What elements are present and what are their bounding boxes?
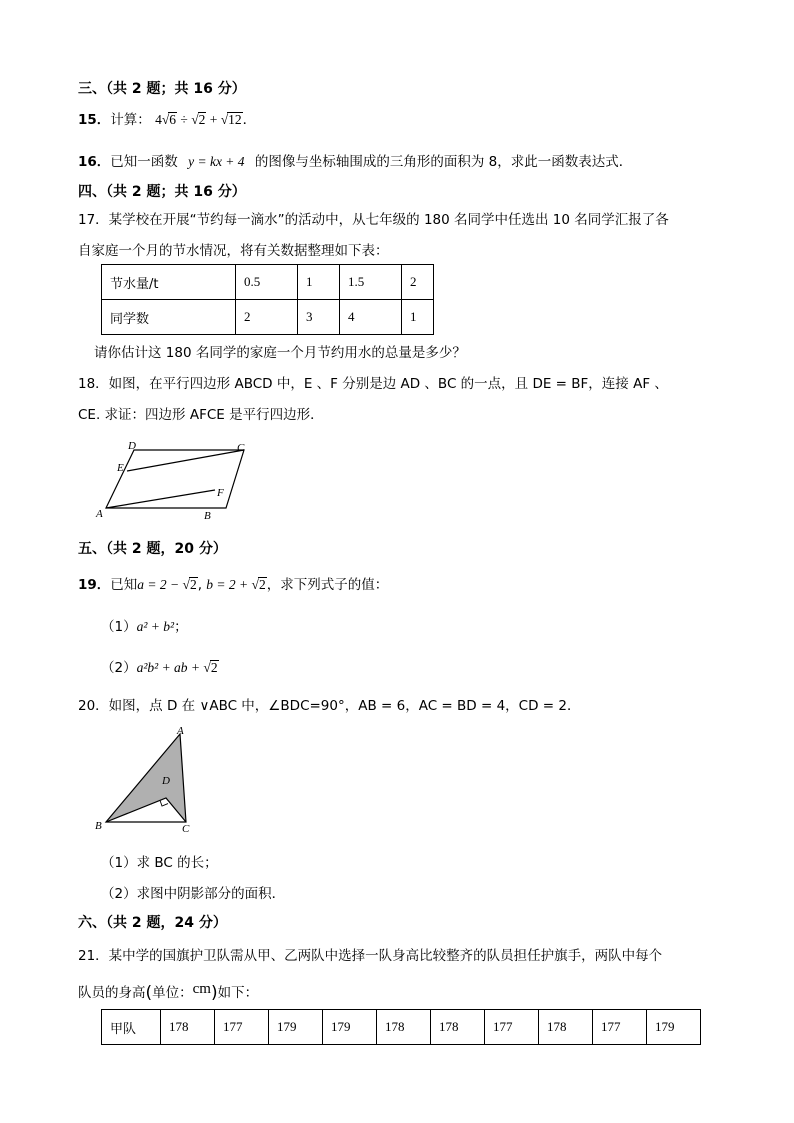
sqrt-sign: √: [182, 577, 190, 592]
function-expression: y = kx + 4: [188, 154, 245, 169]
question-19-number: 19．: [78, 577, 111, 593]
part-1-expression: a² + b²: [136, 619, 175, 634]
unit-cm: cm: [192, 981, 211, 997]
question-18-line-2: CE. 求证：四边形 AFCE 是平行四边形．: [78, 407, 324, 423]
section-6-heading: 六、（共 2 题，24 分）: [78, 915, 227, 931]
question-20-part-2: （2）求图中阴影部分的面积．: [101, 886, 286, 902]
part-label: （1）: [101, 619, 137, 635]
plus-operator: +: [206, 112, 221, 127]
question-19-text-a: 已知: [110, 577, 138, 593]
table-cell: 3: [298, 300, 340, 335]
question-15: [78, 108, 256, 128]
height-cell: 178: [431, 1010, 485, 1045]
label-d: D: [128, 440, 136, 452]
question-20-part-1: （1）求 BC 的长；: [101, 855, 218, 871]
sqrt-sign: √: [191, 112, 199, 127]
label-a: A: [96, 508, 103, 520]
question-21-line-2: [78, 981, 258, 1003]
table-row: [102, 300, 434, 335]
height-cell: 179: [269, 1010, 323, 1045]
label-a: A: [177, 725, 184, 737]
label-c: C: [182, 823, 190, 834]
table-cell: 0.5: [236, 265, 298, 300]
height-cell: 177: [593, 1010, 647, 1045]
paren-open: (: [145, 983, 153, 1003]
question-15-number: 15．: [78, 112, 111, 128]
b-radicand: 2: [258, 577, 266, 592]
table-cell: 2: [236, 300, 298, 335]
label-b: B: [204, 510, 211, 522]
label-f: F: [217, 487, 224, 499]
section-4-heading: 四、（共 2 题；共 16 分）: [78, 184, 246, 200]
table-row: [102, 1010, 701, 1045]
part-2-radicand: 2: [210, 660, 218, 675]
parallelogram-abcd: [106, 450, 244, 508]
height-cell: 178: [539, 1010, 593, 1045]
question-16: [78, 150, 632, 170]
divide-operator: ÷: [177, 112, 192, 127]
table-cell: 4: [340, 300, 402, 335]
height-cell: 178: [377, 1010, 431, 1045]
question-21-text-b: 如下：: [217, 985, 259, 1001]
water-saving-table: [101, 264, 434, 335]
question-16-text: 已知一函数: [110, 154, 178, 170]
question-19-text-b: ，求下列式子的值：: [266, 577, 389, 593]
label-b: B: [95, 820, 102, 832]
question-17-line-1: 17．某学校在开展“节约每一滴水”的活动中，从七年级的 180 名同学中任选出 10 名同学汇报了各: [78, 212, 669, 228]
team-label: 甲队: [102, 1010, 161, 1045]
label-e: E: [117, 462, 124, 474]
sqrt-sign: √: [220, 112, 229, 127]
table-cell: 1.5: [340, 265, 402, 300]
right-angle-mark: [160, 800, 168, 806]
a-radicand: 2: [189, 577, 197, 592]
height-cell: 177: [215, 1010, 269, 1045]
question-18-line-1: 18．如图，在平行四边形 ABCD 中，E 、F 分别是边 AD 、BC 的一点，且 DE = BF，连接 AF 、: [78, 376, 668, 392]
sqrt-sign: √: [203, 660, 211, 675]
table-cell: 2: [402, 265, 434, 300]
question-15-text: 计算：: [110, 112, 151, 128]
team-height-table: [101, 1009, 701, 1045]
height-cell: 178: [161, 1010, 215, 1045]
radicand-2: 2: [198, 112, 206, 127]
expr-coefficient: 4: [155, 112, 162, 127]
question-21-line-1: 21．某中学的国旗护卫队需从甲、乙两队中选择一队身高比较整齐的队员担任护旗手，两队中每个: [78, 948, 663, 964]
question-20-line-1: 20．如图，点 D 在 ∨ABC 中，∠BDC=90°，AB = 6，AC = BD = 4，CD = 2．: [78, 698, 581, 714]
parallelogram-figure: [90, 438, 260, 522]
section-3-heading: 三、（共 2 题；共 16 分）: [78, 81, 246, 97]
b-definition: b = 2 +: [206, 577, 252, 592]
height-cell: 177: [485, 1010, 539, 1045]
height-cell: 179: [323, 1010, 377, 1045]
sqrt-sign: √: [251, 577, 259, 592]
part-1-end: ；: [174, 619, 188, 635]
question-17-question: 请你估计这 180 名同学的家庭一个月节约用水的总量是多少？: [94, 345, 466, 361]
label-c: C: [237, 442, 245, 454]
part-2-expression: a²b² + ab +: [136, 660, 204, 675]
question-17-line-2: 自家庭一个月的节水情况，将有关数据整理如下表：: [78, 243, 389, 259]
triangle-figure: [90, 722, 210, 834]
a-definition: a = 2 −: [137, 577, 183, 592]
question-15-end: ．: [242, 112, 257, 128]
height-cell: 179: [647, 1010, 701, 1045]
table-cell: 同学数: [102, 300, 236, 335]
sqrt-sign: √: [161, 112, 170, 127]
segment-af: [106, 490, 215, 508]
question-16-rest: 的图像与坐标轴围成的三角形的面积为 8，求此一函数表达式．: [254, 154, 633, 170]
question-19-part-1: [101, 615, 188, 635]
unit-label: 单位：: [152, 985, 193, 1001]
question-19-part-2: [101, 656, 219, 676]
radicand-6: 6: [169, 112, 177, 127]
question-16-number: 16．: [78, 154, 111, 170]
table-cell: 1: [402, 300, 434, 335]
part-label: （2）: [101, 660, 137, 676]
question-19: [78, 573, 388, 593]
table-row: [102, 265, 434, 300]
table-cell: 1: [298, 265, 340, 300]
label-d: D: [162, 775, 170, 787]
radicand-12: 12: [228, 112, 242, 127]
segment-ec: [127, 450, 244, 471]
table-cell: 节水量/t: [102, 265, 236, 300]
section-5-heading: 五、（共 2 题，20 分）: [78, 541, 227, 557]
paren-close: ): [210, 983, 218, 1003]
shaded-region: [106, 734, 186, 822]
separator: ,: [197, 577, 207, 593]
question-21-text-a: 队员的身高: [78, 985, 146, 1001]
